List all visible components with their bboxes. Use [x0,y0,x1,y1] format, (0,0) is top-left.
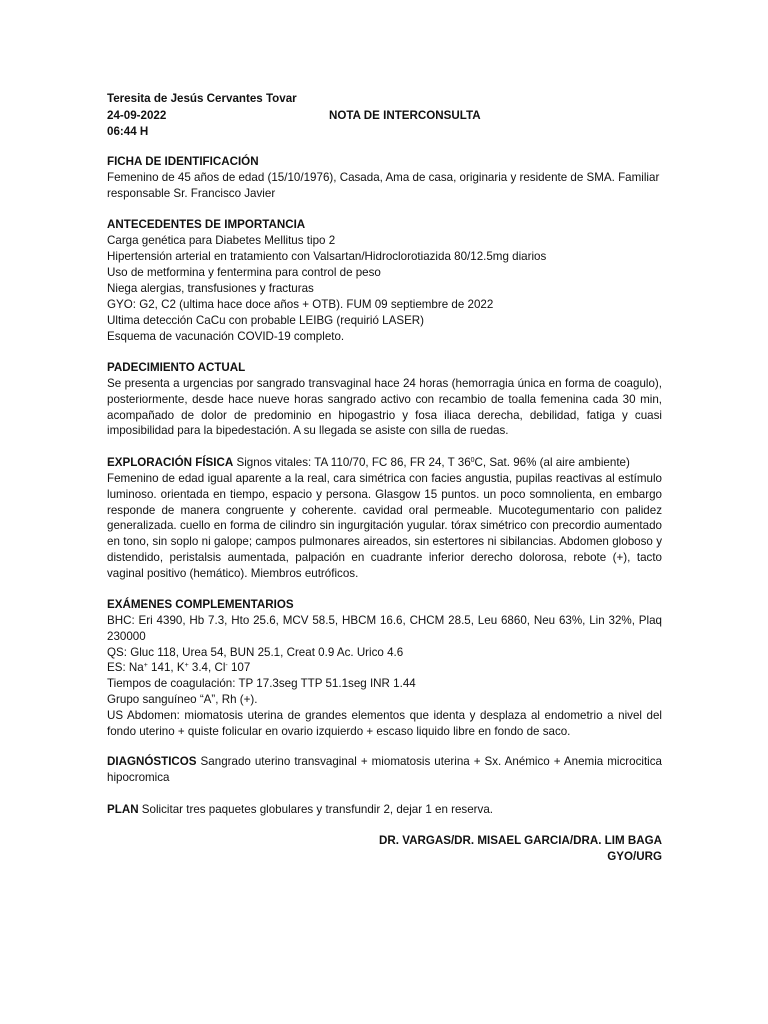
plan-line [107,802,493,818]
ion-charge: - [225,662,228,670]
antecedente-item: Uso de metformina y fentermina para control de peso [107,266,381,279]
padecimiento-line: posteriormente, desde hace nueve horas sangrado activo con recambio de toalla femenina cada 30 min, [107,392,662,406]
exploracion-line: responde de manera congruente y coherente. cavidad oral permeable. Mucotegumentario con palidez [107,503,662,517]
exploracion-line: distendido, peristalsis aumentada, palpación en cuadrante inferior derecho dolorosa, rebote (+), tacto [107,550,662,564]
us-line: US Abdomen: miomatosis uterina de grandes elementos que identa y desplaza al endometrio a nivel del [107,708,662,722]
antecedente-item: GYO: G2, C2 (ultima hace doce años + OTB). FUM 09 septiembre de 2022 [107,298,494,311]
exploracion-line: vaginal positivo (hemático). Miembros eutróficos. [107,566,359,580]
antecedente-item: Carga genética para Diabetes Mellitus tipo 2 [107,234,336,247]
signature-doctors: DR. VARGAS/DR. MISAEL GARCIA/DRA. LIM BAGA [379,834,662,847]
exploracion-line: Femenino de edad igual aparente a la real, cara simétrica con facies angustia, pupilas reactivas al estímulo [107,472,662,485]
coag-line: Tiempos de coagulación: TP 17.3seg TTP 51.1seg INR 1.44 [107,677,416,691]
antecedente-item: Niega alergias, transfusiones y fracturas [107,282,314,295]
exploracion-line: en tono, sin soplo ni galope; campos pulmonares aireados, sin estertores ni sibilancias. Abdomen globoso y [107,535,662,549]
es-text: 107 [227,661,251,675]
diagnosticos-content: Sangrado uterino transvaginal + miomatosis uterina + Sx. Anémico + Anemia microcitica [196,755,662,768]
qs-line: QS: Gluc 118, Urea 54, BUN 25.1, Creat 0.9 Ac. Urico 4.6 [107,645,404,659]
es-text: ES: Na [107,661,144,675]
padecimiento-line: imposibilidad para la bipedestación. A su llegada se asiste con silla de ruedas. [107,424,509,438]
antecedentes-heading: ANTECEDENTES DE IMPORTANCIA [107,218,306,231]
bhc-line: BHC: Eri 4390, Hb 7.3, Hto 25.6, MCV 58.5, HBCM 16.6, CHCM 28.5, Leu 6860, Neu 63%, Lin 32%, Plaq [107,614,662,627]
examenes-text [107,613,662,739]
note-title: NOTA DE INTERCONSULTA [329,109,481,122]
exploracion-line: generalizada. cuello en forma de cilindro sin ingurgitación yugular. tórax simétrico con precordio aumentado [107,519,662,533]
plan-heading: PLAN [107,803,139,816]
diagnosticos-heading: DIAGNÓSTICOS [107,755,197,768]
ion-charge: + [143,662,148,670]
exploracion-text [107,471,662,582]
exploracion-line: luminoso. orientada en tiempo, espacio y persona. Glasgow 15 puntos. un poco somnolienta, en embargo [107,487,662,501]
vitals-text: C, Sat. 96% (al aire ambiente) [474,456,630,469]
ficha-heading: FICHA DE IDENTIFICACIÓN [107,155,259,168]
ficha-line: Femenino de 45 años de edad (15/10/1976), Casada, Ama de casa, originaria y residente de SMA. Familiar [107,171,660,184]
diagnosticos-text [107,754,662,786]
ficha-line: responsable Sr. Francisco Javier [107,187,276,200]
padecimiento-line: Se presenta a urgencias por sangrado transvaginal hace 24 horas (hemorragia única en forma de coagulo), [107,377,662,390]
note-date: 24-09-2022 [107,109,167,122]
antecedente-item: Ultima detección CaCu con probable LEIBG (requirió LASER) [107,314,425,327]
patient-name: Teresita de Jesús Cervantes Tovar [107,92,297,105]
us-line: fondo uterino + quiste folicular en ovario izquierdo + escaso liquido libre en fondo de saco. [107,724,571,738]
consultation-note-page [107,0,662,1024]
ion-charge: + [184,662,189,670]
padecimiento-line: acompañado de dolor de predominio en hipogastrio y fosa iliaca derecha, debilidad, fatiga y cuasi [107,408,662,422]
plan-content: Solicitar tres paquetes globulares y transfundir 2, dejar 1 en reserva. [138,803,494,816]
diagnosticos-line: hipocromica [107,770,170,784]
exploracion-vitals-line [107,455,630,471]
antecedente-item: Esquema de vacunación COVID-19 completo. [107,330,345,343]
es-text: 3.4, Cl [188,661,226,675]
padecimiento-text [107,376,662,439]
signature-service: GYO/URG [607,850,662,863]
vitals-text: Signos vitales: TA 110/70, FC 86, FR 24, T 36 [233,456,471,469]
es-text: 141, K [147,661,185,675]
es-line [107,660,662,676]
padecimiento-heading: PADECIMIENTO ACTUAL [107,361,246,374]
bhc-line: 230000 [107,629,146,643]
grupo-line: Grupo sanguíneo “A”, Rh (+). [107,692,258,706]
note-time: 06:44 H [107,125,149,138]
diagnosticos-line [107,754,662,770]
examenes-heading: EXÁMENES COMPLEMENTARIOS [107,598,294,611]
exploracion-heading: EXPLORACIÓN FÍSICA [107,456,234,469]
antecedente-item: Hipertensión arterial en tratamiento con Valsartan/Hidroclorotiazida 80/12.5mg diarios [107,250,547,263]
degree-sup: 0 [470,457,475,464]
